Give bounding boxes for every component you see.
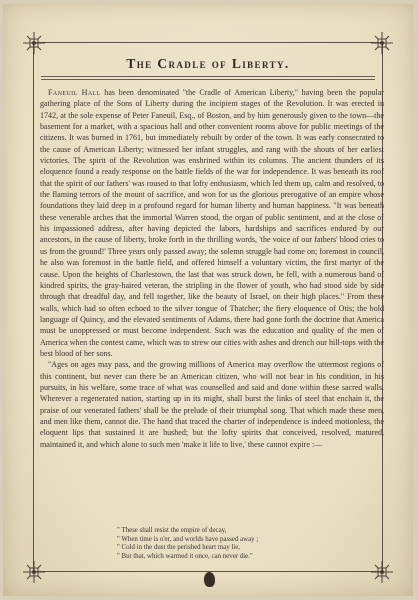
- body-text: [40, 87, 384, 450]
- page-title: The Cradle of Liberty.: [126, 56, 290, 71]
- border-top: [33, 42, 383, 43]
- ink-stain: [204, 572, 215, 587]
- corner-ornament-icon: [371, 561, 393, 583]
- corner-ornament-icon: [23, 561, 45, 583]
- verse-line: " When time is o'er, and worlds have passed away ;: [117, 535, 259, 543]
- corner-ornament-icon: [23, 32, 45, 54]
- title-rule: [41, 76, 375, 77]
- verse-line: " But that, which warmed it once, can never die.": [117, 552, 253, 560]
- verse-line: " These shall resist the empire of decay,: [117, 527, 227, 534]
- corner-ornament-icon: [371, 32, 393, 54]
- lead-in: Faneuil Hall: [48, 88, 101, 97]
- paragraph: [40, 359, 384, 450]
- document-page: [3, 4, 413, 596]
- verse-line: " Cold in the dust the perished heart may lie,: [117, 544, 240, 552]
- paragraph-text: "Ages on ages may pass, and the growing millions of America may overflow the uttermost regions of this continent, but never can there be an American citizen, who will not bear in his condition, in his pursuits, in his welfare, some trace of what was counselled and said and done within these sacred walls. Wherever a regenerated nation, starting up in its might, shall burst the links of steel that enchain it, the praise of our venerated fathers' shall be the prelude of their triumphal song. That which made these men, and men like them, cannot die. The hand that traced the charter of independence is indeed motionless, the eloquent lips that sustained it are hushed; but the lofty spirits that conceived, resolved, matured, maintained it, and which alone to such men 'make it life to live,' these cannot expire :—: [40, 360, 384, 449]
- title-rule: [41, 79, 375, 80]
- paragraph-text: has been denominated "the Cradle of American Liberty," having been the popular gathering place of the Sons of Liberty during the incipient stages of the Revolution. It was erected in 1742, at the sole expense of Peter Faneuil, Esq., of Boston, and by him generously given to the town—the basement for a market, with a spacious hall and other convenient rooms above for public meetings of the citizens. It was burned in 1761, but immediately rebuilt by order of the town. It was early consecrated to the cause of American Liberty; witnessed her infant struggles, and rang with the shouts of her earliest victories. The spirit of the Revolution was enshrined within its columns. The ancient thunders of its eloquence found a ready response on the battle fields of the war for independence. It was beneath its roof that the spirit of our fathers' was roused to that lofty enthusiasm, which led them up, calm and resolved, to the flaming terrors of the mount of sacrifice, and won for us the glorious prerogative of an empire whose foundations they laid deep in a profound regard for human liberty and human happiness. "It was beneath these venerable arches that the immortal Warren stood, the organ of public sentiment, and at the close of his impassioned address, after having depicted the labors, hardships and sacrifices endured by our ancestors, in the cause of liberty, broke forth in the thrilling words, 'the voice of our fathers' blood cries to us from the ground!' Three years only passed away; the solemn struggle had come on; foremost in council, he also was foremost in the battle field, and offered himself a voluntary victim, the first martyr of the cause. Upon the heights of Charlestown, the last that was struck down, he fell, with a numerous band of kindred spirits, the gray-haired veteran, the stripling in the flower of youth, who had stood side by side through that dreadful day, and fell together, like the beauty of Israel, on their high places." From these walls, which had so often echoed to the silver tongue of Thatcher; the fiery eloquence of Otis; the bold language of Quincy, and the elevated sentiments of Adams, there had gone forth the doctrine that America must be unoppressed or must become independent. Such was the education and quality of the men of America when the contest came, which was to strew our cities with ashes and drench our hill-tops with the best blood of her sons.: [40, 88, 384, 358]
- paragraph: [40, 87, 384, 359]
- border-left: [33, 42, 34, 571]
- verse-quote: [117, 527, 337, 561]
